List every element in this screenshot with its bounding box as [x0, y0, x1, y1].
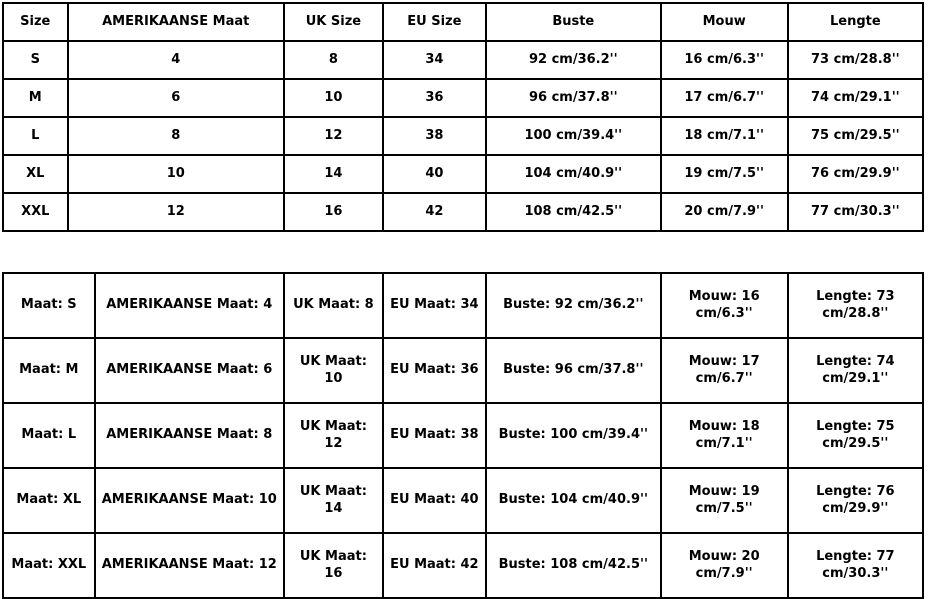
cell-uk-size: UK Maat: 10 — [284, 338, 383, 403]
cell-bust: 108 cm/42.5'' — [486, 193, 661, 231]
cell-eu-size: 38 — [383, 117, 486, 155]
cell-sleeve: Mouw: 18 cm/7.1'' — [661, 403, 788, 468]
cell-us-size: 8 — [68, 117, 284, 155]
cell-bust: 92 cm/36.2'' — [486, 41, 661, 79]
cell-uk-size: 8 — [284, 41, 383, 79]
cell-size: Maat: S — [3, 273, 95, 338]
cell-sleeve: 18 cm/7.1'' — [661, 117, 788, 155]
cell-bust: Buste: 104 cm/40.9'' — [486, 468, 661, 533]
cell-size: XL — [3, 155, 68, 193]
cell-bust: Buste: 108 cm/42.5'' — [486, 533, 661, 598]
cell-eu-size: 34 — [383, 41, 486, 79]
column-header-size: Size — [3, 3, 68, 41]
cell-us-size: 4 — [68, 41, 284, 79]
cell-us-size: AMERIKAANSE Maat: 8 — [95, 403, 284, 468]
cell-length: Lengte: 77 cm/30.3'' — [788, 533, 923, 598]
cell-bust: 96 cm/37.8'' — [486, 79, 661, 117]
cell-us-size: AMERIKAANSE Maat: 6 — [95, 338, 284, 403]
cell-eu-size: EU Maat: 34 — [383, 273, 486, 338]
cell-eu-size: 36 — [383, 79, 486, 117]
table-row — [3, 41, 923, 79]
cell-us-size: AMERIKAANSE Maat: 12 — [95, 533, 284, 598]
cell-uk-size: UK Maat: 12 — [284, 403, 383, 468]
cell-length: 77 cm/30.3'' — [788, 193, 923, 231]
cell-bust: Buste: 96 cm/37.8'' — [486, 338, 661, 403]
cell-size: Maat: XL — [3, 468, 95, 533]
cell-eu-size: EU Maat: 40 — [383, 468, 486, 533]
cell-size: M — [3, 79, 68, 117]
table-row — [3, 79, 923, 117]
cell-eu-size: EU Maat: 36 — [383, 338, 486, 403]
cell-uk-size: 10 — [284, 79, 383, 117]
column-header-length: Lengte — [788, 3, 923, 41]
cell-sleeve: 17 cm/6.7'' — [661, 79, 788, 117]
cell-uk-size: UK Maat: 16 — [284, 533, 383, 598]
table-row — [3, 468, 923, 533]
size-chart-table — [2, 2, 924, 232]
cell-length: 74 cm/29.1'' — [788, 79, 923, 117]
cell-size: XXL — [3, 193, 68, 231]
cell-eu-size: 42 — [383, 193, 486, 231]
size-chart-labeled-table — [2, 272, 924, 599]
cell-bust: 100 cm/39.4'' — [486, 117, 661, 155]
cell-uk-size: UK Maat: 14 — [284, 468, 383, 533]
cell-size: L — [3, 117, 68, 155]
cell-us-size: 12 — [68, 193, 284, 231]
cell-uk-size: 14 — [284, 155, 383, 193]
cell-sleeve: Mouw: 19 cm/7.5'' — [661, 468, 788, 533]
cell-length: Lengte: 75 cm/29.5'' — [788, 403, 923, 468]
cell-sleeve: Mouw: 16 cm/6.3'' — [661, 273, 788, 338]
cell-us-size: 6 — [68, 79, 284, 117]
table-row — [3, 403, 923, 468]
table-row — [3, 533, 923, 598]
cell-length: 76 cm/29.9'' — [788, 155, 923, 193]
cell-length: 75 cm/29.5'' — [788, 117, 923, 155]
cell-sleeve: Mouw: 17 cm/6.7'' — [661, 338, 788, 403]
table-row — [3, 193, 923, 231]
cell-eu-size: EU Maat: 42 — [383, 533, 486, 598]
cell-uk-size: 16 — [284, 193, 383, 231]
cell-length: Lengte: 73 cm/28.8'' — [788, 273, 923, 338]
cell-sleeve: 20 cm/7.9'' — [661, 193, 788, 231]
cell-sleeve: Mouw: 20 cm/7.9'' — [661, 533, 788, 598]
column-header-eu-size: EU Size — [383, 3, 486, 41]
cell-uk-size: 12 — [284, 117, 383, 155]
column-header-bust: Buste — [486, 3, 661, 41]
cell-us-size: 10 — [68, 155, 284, 193]
cell-uk-size: UK Maat: 8 — [284, 273, 383, 338]
table-row — [3, 338, 923, 403]
cell-size: Maat: M — [3, 338, 95, 403]
table-header-row — [3, 3, 923, 41]
cell-length: Lengte: 74 cm/29.1'' — [788, 338, 923, 403]
cell-size: Maat: L — [3, 403, 95, 468]
cell-size: Maat: XXL — [3, 533, 95, 598]
table-row — [3, 155, 923, 193]
cell-bust: Buste: 100 cm/39.4'' — [486, 403, 661, 468]
table-row — [3, 117, 923, 155]
cell-bust: 104 cm/40.9'' — [486, 155, 661, 193]
column-header-uk-size: UK Size — [284, 3, 383, 41]
cell-sleeve: 19 cm/7.5'' — [661, 155, 788, 193]
cell-length: Lengte: 76 cm/29.9'' — [788, 468, 923, 533]
cell-eu-size: EU Maat: 38 — [383, 403, 486, 468]
table-row — [3, 273, 923, 338]
cell-length: 73 cm/28.8'' — [788, 41, 923, 79]
cell-size: S — [3, 41, 68, 79]
cell-sleeve: 16 cm/6.3'' — [661, 41, 788, 79]
column-header-sleeve: Mouw — [661, 3, 788, 41]
cell-us-size: AMERIKAANSE Maat: 4 — [95, 273, 284, 338]
cell-us-size: AMERIKAANSE Maat: 10 — [95, 468, 284, 533]
cell-eu-size: 40 — [383, 155, 486, 193]
column-header-us-size: AMERIKAANSE Maat — [68, 3, 284, 41]
cell-bust: Buste: 92 cm/36.2'' — [486, 273, 661, 338]
